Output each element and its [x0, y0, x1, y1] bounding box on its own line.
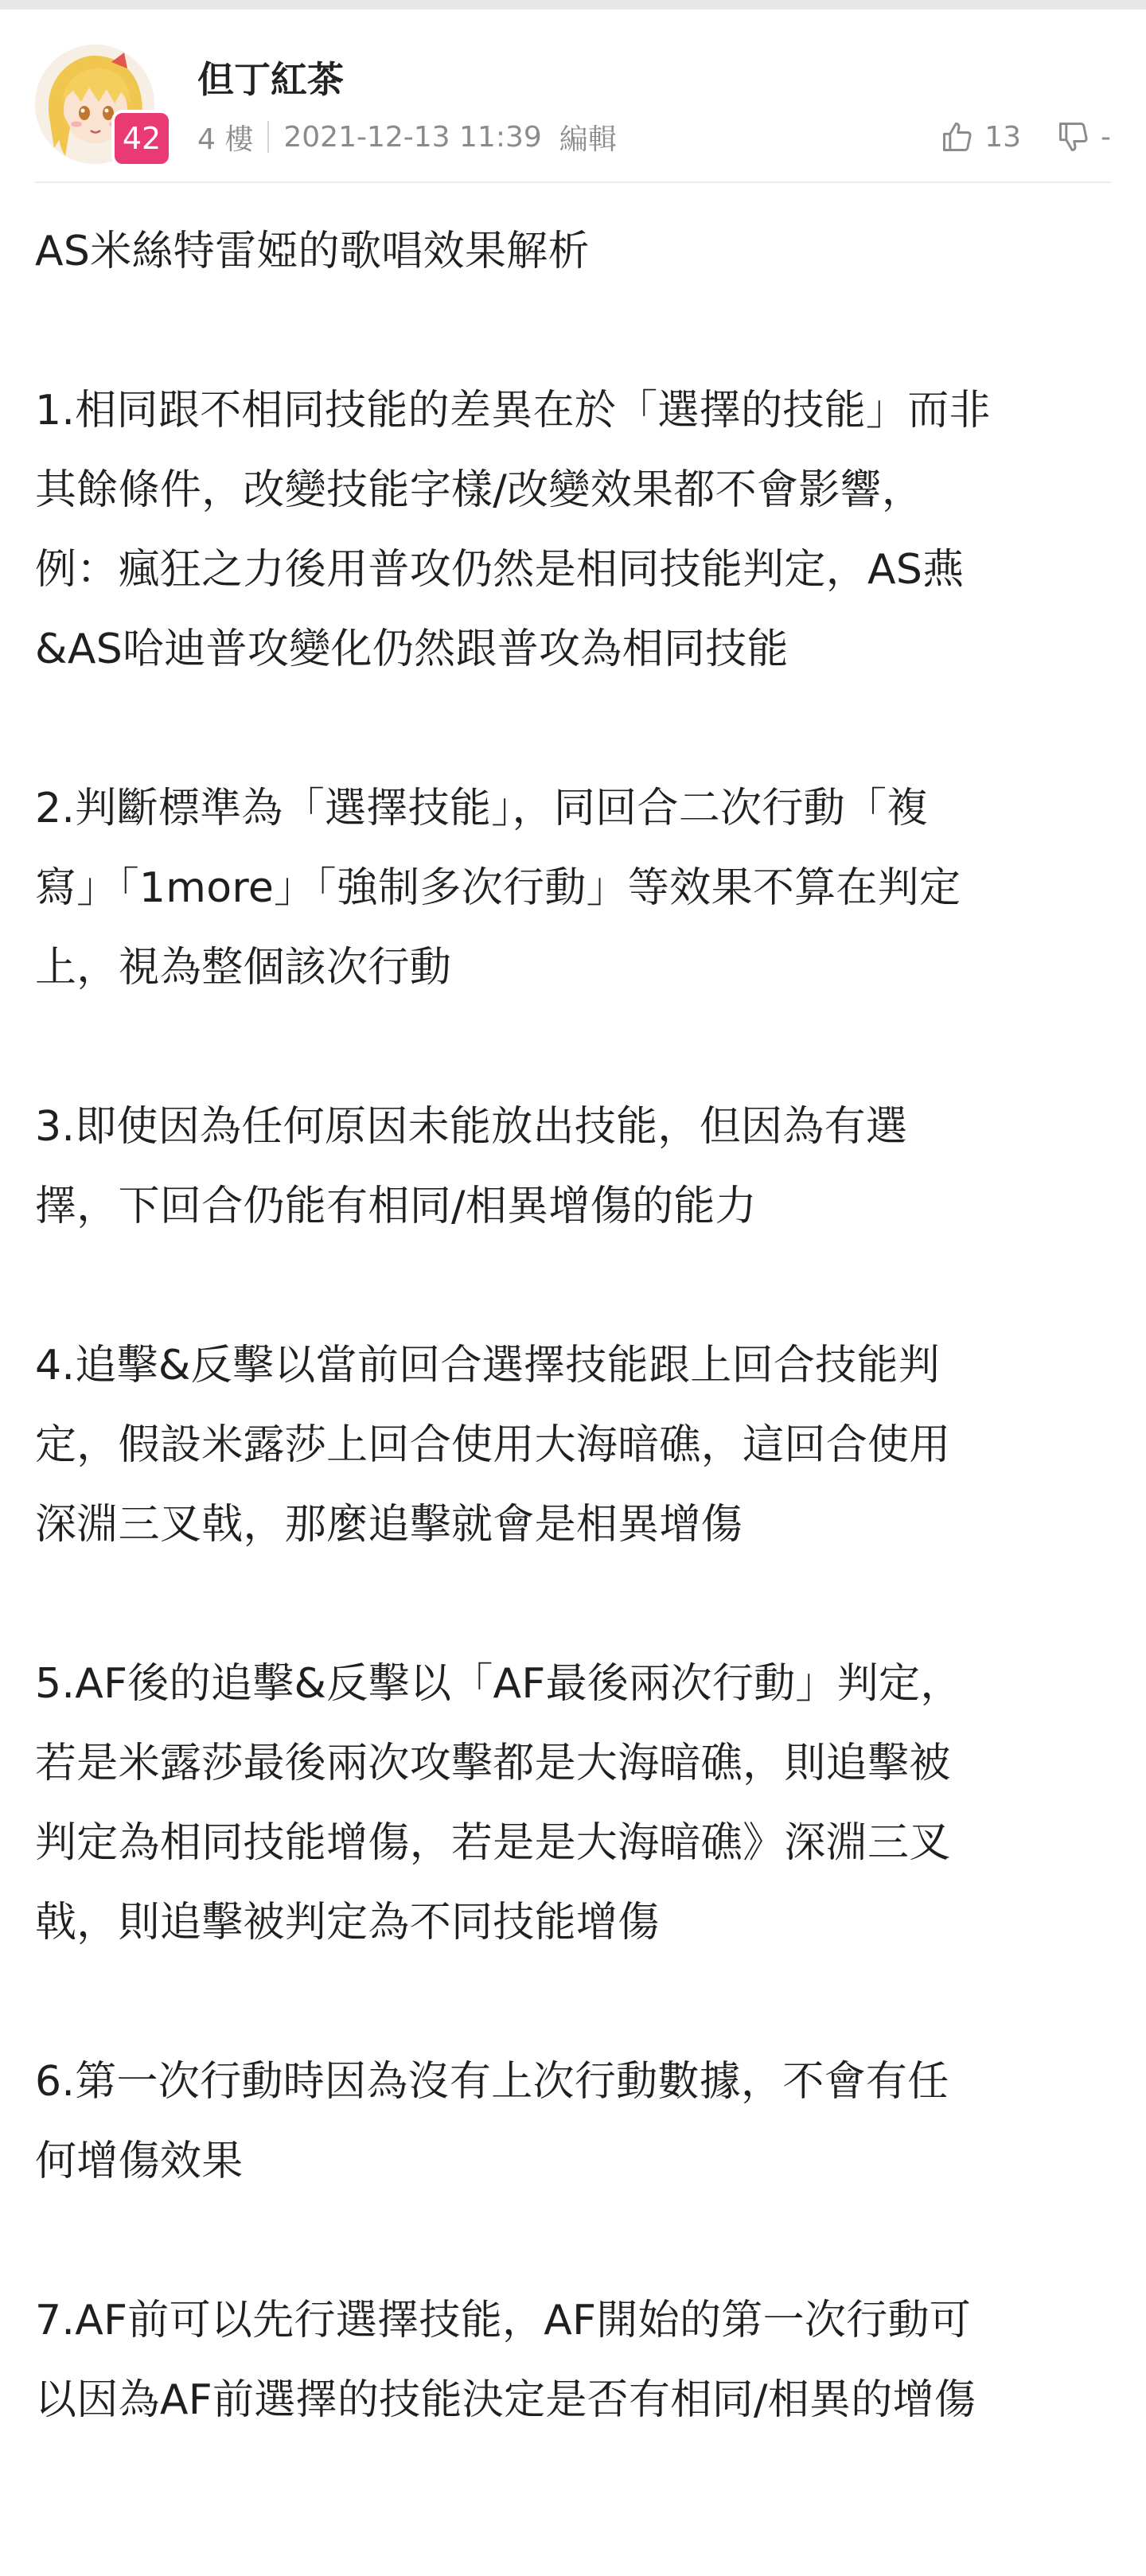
- content-line: 戟，則追擊被判定為不同技能增傷: [35, 1899, 660, 1947]
- paragraph-gap: [35, 291, 1117, 371]
- level-badge: 42: [111, 110, 172, 167]
- paragraph-gap: [35, 1246, 1117, 1326]
- content-line: 其餘條件，改變技能字樣/改變效果都不會影響，: [35, 466, 924, 514]
- content-line: 4.追擊&反擊以當前回合選擇技能跟上回合技能判: [35, 1342, 941, 1389]
- content-line: 以因為AF前選擇的技能決定是否有相同/相異的增傷: [35, 2376, 976, 2424]
- vote-area: [940, 115, 1111, 159]
- paragraph-gap: [35, 689, 1117, 769]
- content-line: 7.AF前可以先行選擇技能，AF開始的第一次行動可: [35, 2297, 972, 2344]
- content-line: 定，假設米露莎上回合使用大海暗礁，這回合使用: [35, 1421, 951, 1469]
- paragraph-gap: [35, 1007, 1117, 1087]
- edit-link[interactable]: 編輯: [559, 123, 617, 156]
- content-line: 1.相同跟不相同技能的差異在於「選擇的技能」而非: [35, 387, 991, 435]
- content-line: 上，視為整個該次行動: [35, 944, 452, 992]
- post-datetime: 2021-12-13 11:39: [283, 120, 542, 154]
- content-line: 2.判斷標準為「選擇技能」，同回合二次行動「複: [35, 785, 929, 832]
- content-line: 5.AF後的追擊&反擊以「AF最後兩次行動」判定，: [35, 1660, 962, 1708]
- post-header: [35, 41, 1111, 183]
- thumbs-up-icon[interactable]: [940, 119, 975, 154]
- post-content: [35, 212, 1117, 2440]
- paragraph-gap: [35, 2201, 1117, 2281]
- content-line: 若是米露莎最後兩次攻擊都是大海暗礁，則追擊被: [35, 1740, 951, 1787]
- paragraph-gap: [35, 1565, 1117, 1644]
- author-name[interactable]: 但丁紅茶: [197, 58, 344, 101]
- content-line: 3.即使因為任何原因未能放出技能，但因為有選: [35, 1103, 908, 1151]
- content-line: 何增傷效果: [35, 2138, 244, 2185]
- content-line: 擇，下回合仍能有相同/相異增傷的能力: [35, 1183, 757, 1230]
- content-line: 6.第一次行動時因為沒有上次行動數據，不會有任: [35, 2058, 949, 2106]
- content-line: 例：瘋狂之力後用普攻仍然是相同技能判定，AS燕: [35, 546, 965, 594]
- post-meta: [197, 115, 617, 159]
- meta-divider: [267, 121, 269, 153]
- floor-number: 4 樓: [197, 123, 254, 156]
- content-line: 判定為相同技能增傷，若是是大海暗礁》深淵三叉: [35, 1819, 951, 1867]
- content-line: 寫」「1more」「強制多次行動」等效果不算在判定: [35, 864, 961, 912]
- top-strip: [0, 0, 1146, 10]
- paragraph-gap: [35, 1962, 1117, 2042]
- thumbs-down-icon[interactable]: [1056, 119, 1091, 154]
- content-line: AS米絲特雷婭的歌唱效果解析: [35, 228, 590, 275]
- content-line: &AS哈迪普攻變化仍然跟普攻為相同技能: [35, 625, 789, 673]
- content-line: 深淵三叉戟，那麼追擊就會是相異增傷: [35, 1501, 743, 1549]
- dislike-count: -: [1101, 120, 1111, 154]
- like-count: 13: [984, 120, 1021, 154]
